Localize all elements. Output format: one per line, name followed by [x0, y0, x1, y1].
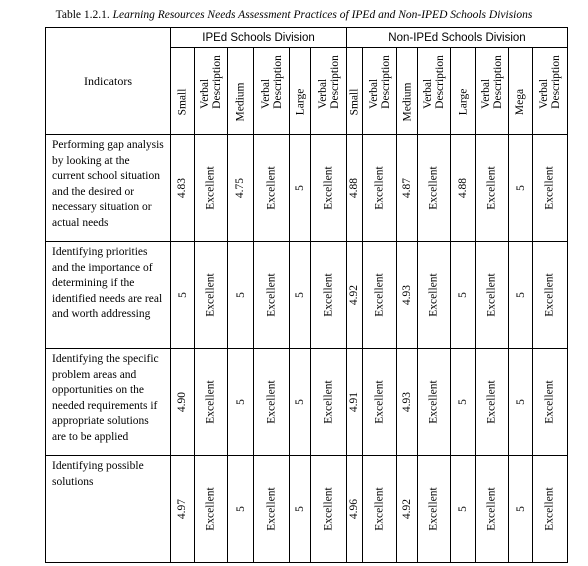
rating-cell — [228, 349, 254, 456]
verbal-description-value: Excellent — [373, 380, 386, 424]
rating-cell — [171, 242, 195, 349]
rating-value: 4.91 — [348, 391, 361, 413]
indicators-header: Indicators — [46, 28, 171, 135]
verbal-description-value: Excellent — [322, 166, 335, 210]
rating-cell — [290, 135, 311, 242]
rating-cell — [347, 242, 363, 349]
verbal-description-value: Excellent — [486, 273, 498, 317]
verbal-description-value: Excellent — [486, 487, 498, 531]
verbal-description-value: Excellent — [205, 487, 217, 531]
column-header — [533, 48, 568, 135]
verbal-description-value: Excellent — [486, 166, 498, 210]
rating-value: 5 — [294, 292, 306, 298]
verbal-description-cell — [311, 242, 347, 349]
rating-value: 5 — [234, 506, 247, 512]
column-header — [418, 48, 451, 135]
rating-cell — [347, 135, 363, 242]
rating-cell — [347, 349, 363, 456]
group-header-non-iped: Non-IPEd Schools Division — [347, 28, 568, 48]
column-header-label: Verbal Description — [199, 55, 223, 109]
column-header — [363, 48, 397, 135]
rating-cell — [347, 456, 363, 563]
verbal-description-cell — [418, 242, 451, 349]
verbal-description-value: Excellent — [205, 273, 217, 317]
column-header — [228, 48, 254, 135]
verbal-description-value: Excellent — [265, 487, 278, 531]
rating-value: 4.92 — [401, 498, 413, 520]
indicator-cell: Performing gap analysis by looking at the current school situation and the desired or necessary situation or actual needs — [46, 135, 171, 242]
rating-cell — [397, 456, 418, 563]
verbal-description-cell — [311, 135, 347, 242]
rating-value: 4.93 — [401, 391, 413, 413]
verbal-description-cell — [476, 456, 509, 563]
verbal-description-cell — [533, 135, 568, 242]
verbal-description-cell — [476, 135, 509, 242]
rating-value: 5 — [514, 506, 527, 512]
rating-cell — [290, 349, 311, 456]
column-header — [254, 48, 290, 135]
verbal-description-cell — [195, 242, 228, 349]
column-header-label: Mega — [514, 88, 527, 116]
verbal-description-value: Excellent — [544, 166, 556, 210]
table-caption — [0, 9, 588, 21]
rating-cell — [509, 349, 533, 456]
verbal-description-cell — [533, 242, 568, 349]
verbal-description-value: Excellent — [265, 380, 278, 424]
rating-cell — [171, 349, 195, 456]
verbal-description-cell — [533, 349, 568, 456]
rating-cell — [228, 456, 254, 563]
table-row — [46, 135, 568, 242]
verbal-description-value: Excellent — [373, 166, 386, 210]
column-header — [347, 48, 363, 135]
rating-value: 5 — [514, 292, 527, 298]
rating-value: 5 — [457, 506, 469, 512]
verbal-description-value: Excellent — [544, 380, 556, 424]
verbal-description-cell — [254, 349, 290, 456]
rating-value: 4.83 — [176, 177, 189, 199]
verbal-description-cell — [363, 135, 397, 242]
rating-value: 4.75 — [234, 177, 247, 199]
rating-value: 4.93 — [401, 284, 413, 306]
group-header-iped: IPEd Schools Division — [171, 28, 347, 48]
verbal-description-cell — [195, 456, 228, 563]
column-header-label: Small — [348, 88, 361, 116]
rating-value: 5 — [514, 399, 527, 405]
verbal-description-cell — [363, 349, 397, 456]
rating-value: 5 — [234, 292, 247, 298]
column-header-label: Verbal Description — [367, 55, 392, 109]
verbal-description-value: Excellent — [428, 166, 440, 210]
rating-cell — [509, 242, 533, 349]
column-header-label: Verbal Description — [316, 55, 341, 109]
verbal-description-cell — [418, 456, 451, 563]
rating-cell — [228, 242, 254, 349]
verbal-description-cell — [254, 242, 290, 349]
indicator-cell: Identifying the specific problem areas and opportunities on the needed requirements if appropriate solutions are to be applied — [46, 349, 171, 456]
column-header-label: Medium — [401, 82, 414, 122]
verbal-description-cell — [311, 456, 347, 563]
rating-value: 4.96 — [348, 498, 361, 520]
column-header-label: Large — [457, 88, 470, 116]
rating-value: 4.88 — [348, 177, 361, 199]
rating-cell — [509, 456, 533, 563]
verbal-description-cell — [311, 349, 347, 456]
column-header — [171, 48, 195, 135]
column-header — [195, 48, 228, 135]
rating-cell — [451, 349, 476, 456]
verbal-description-value: Excellent — [322, 273, 335, 317]
verbal-description-value: Excellent — [265, 273, 278, 317]
rating-cell — [290, 456, 311, 563]
verbal-description-cell — [418, 135, 451, 242]
rating-cell — [451, 456, 476, 563]
verbal-description-value: Excellent — [205, 166, 217, 210]
rating-cell — [228, 135, 254, 242]
verbal-description-value: Excellent — [544, 487, 556, 531]
column-header-label: Verbal Description — [422, 55, 446, 109]
rating-value: 5 — [294, 185, 306, 191]
column-header-label: Verbal Description — [259, 55, 284, 109]
verbal-description-cell — [363, 242, 397, 349]
rating-value: 5 — [294, 399, 306, 405]
verbal-description-value: Excellent — [322, 487, 335, 531]
verbal-description-value: Excellent — [428, 380, 440, 424]
rating-value: 5 — [176, 292, 189, 298]
table-row — [46, 349, 568, 456]
verbal-description-cell — [533, 456, 568, 563]
column-header — [451, 48, 476, 135]
column-header — [290, 48, 311, 135]
verbal-description-cell — [195, 349, 228, 456]
verbal-description-cell — [254, 456, 290, 563]
column-header-label: Verbal Description — [480, 55, 504, 109]
column-header-label: Medium — [234, 82, 247, 122]
verbal-description-value: Excellent — [322, 380, 335, 424]
table-row — [46, 456, 568, 563]
verbal-description-cell — [254, 135, 290, 242]
rating-value: 5 — [294, 506, 306, 512]
verbal-description-value: Excellent — [205, 380, 217, 424]
rating-cell — [509, 135, 533, 242]
verbal-description-value: Excellent — [486, 380, 498, 424]
rating-value: 4.90 — [176, 391, 189, 413]
rating-cell — [397, 349, 418, 456]
verbal-description-value: Excellent — [428, 487, 440, 531]
rating-cell — [397, 242, 418, 349]
verbal-description-value: Excellent — [265, 166, 278, 210]
verbal-description-cell — [476, 349, 509, 456]
verbal-description-cell — [363, 456, 397, 563]
column-header — [509, 48, 533, 135]
rating-value: 5 — [457, 399, 469, 405]
column-header — [397, 48, 418, 135]
rating-cell — [171, 456, 195, 563]
verbal-description-value: Excellent — [428, 273, 440, 317]
rating-value: 4.97 — [176, 498, 189, 520]
table-row — [46, 242, 568, 349]
rating-cell — [451, 135, 476, 242]
verbal-description-value: Excellent — [373, 273, 386, 317]
verbal-description-value: Excellent — [373, 487, 386, 531]
assessment-table — [45, 27, 568, 563]
caption-prefix: Table 1.2.1. — [55, 9, 110, 21]
column-header — [476, 48, 509, 135]
rating-cell — [451, 242, 476, 349]
column-header — [311, 48, 347, 135]
column-header-label: Small — [176, 88, 189, 116]
rating-value: 5 — [234, 399, 247, 405]
verbal-description-cell — [195, 135, 228, 242]
column-header-label: Verbal Description — [538, 55, 562, 109]
indicator-cell: Identifying possible solutions — [46, 456, 171, 563]
caption-title: Learning Resources Needs Assessment Practices of IPEd and Non-IPED Schools Divisions — [112, 9, 533, 21]
rating-cell — [171, 135, 195, 242]
rating-value: 4.87 — [401, 177, 413, 199]
verbal-description-cell — [418, 349, 451, 456]
rating-cell — [290, 242, 311, 349]
rating-value: 5 — [457, 292, 469, 298]
rating-value: 5 — [514, 185, 527, 191]
rating-value: 4.92 — [348, 284, 361, 306]
indicator-cell: Identifying priorities and the importance of determining if the identified needs are real and worth addressing — [46, 242, 171, 349]
rating-cell — [397, 135, 418, 242]
rating-value: 4.88 — [457, 177, 469, 199]
column-header-label: Large — [294, 88, 307, 116]
verbal-description-cell — [476, 242, 509, 349]
verbal-description-value: Excellent — [544, 273, 556, 317]
